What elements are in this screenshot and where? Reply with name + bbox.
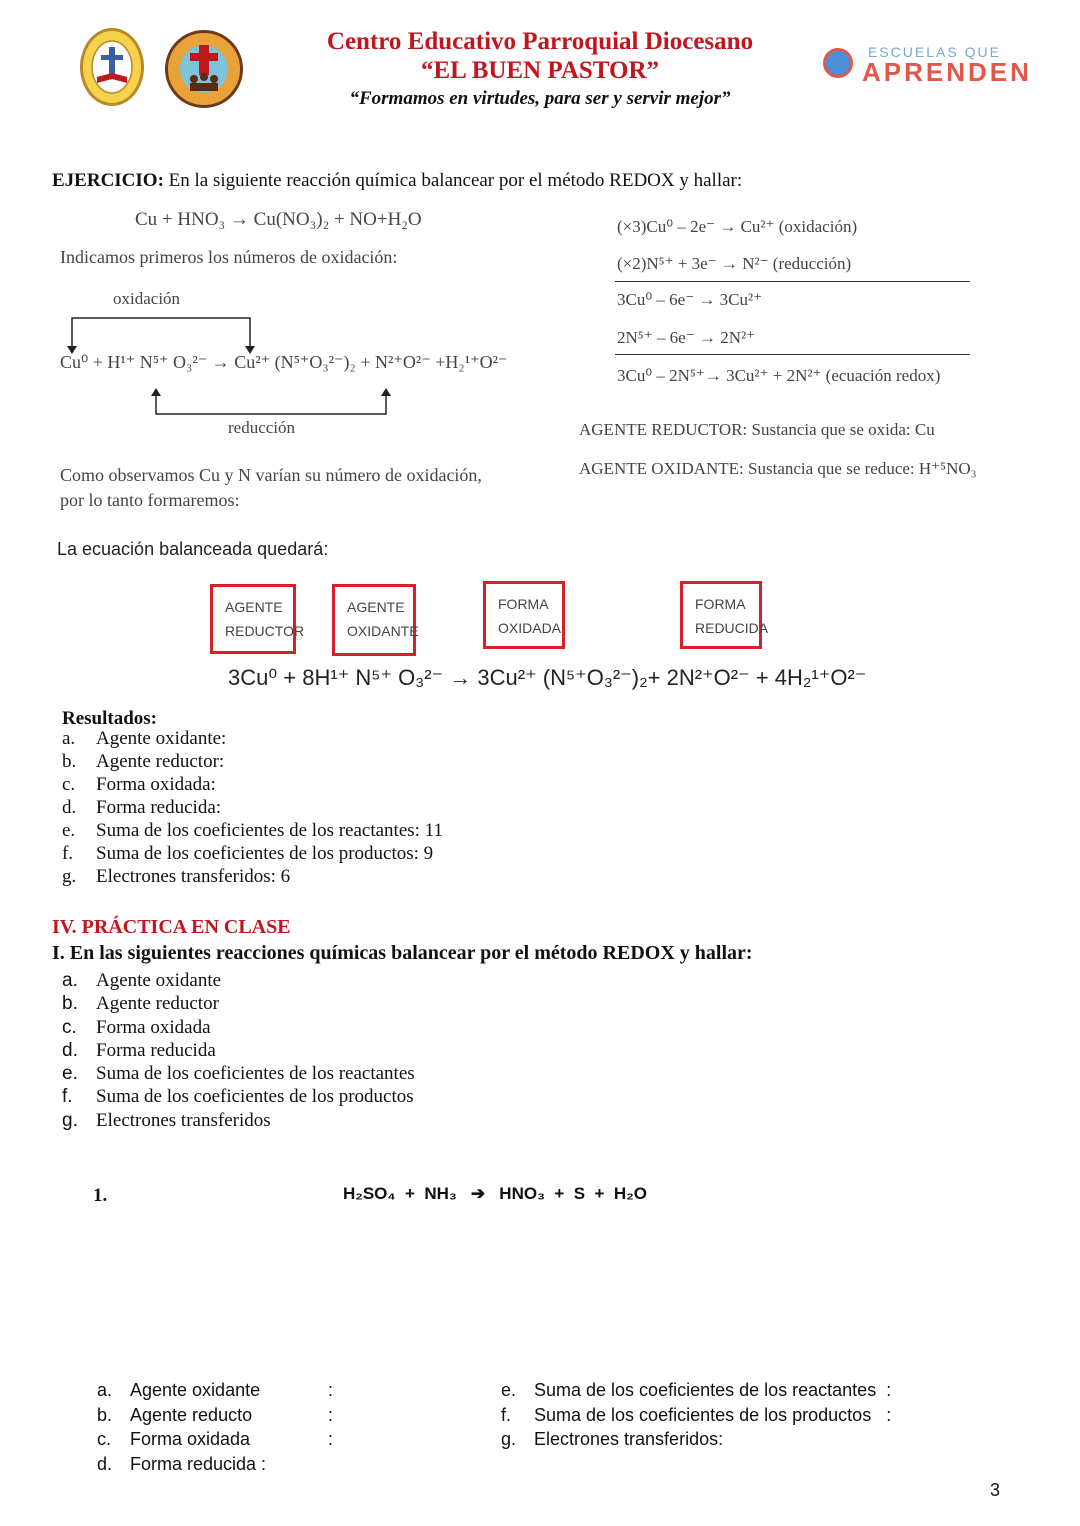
list-item: f. Suma de los coeficientes de los productos — [62, 1086, 414, 1108]
box-agente-reductor: AGENTE REDUCTOR — [210, 584, 296, 654]
answer-item: d. Forma reducida : — [97, 1453, 267, 1474]
list-item: g. Electrones transferidos: 6 — [62, 866, 291, 887]
globe-icon — [823, 48, 853, 78]
answer-item: e. Suma de los coeficientes de los reactantes : — [501, 1380, 892, 1400]
answers-left — [97, 1378, 333, 1476]
list-item: a. Agente oxidante: — [62, 728, 227, 749]
exercise-label: EJERCICIO: — [52, 170, 164, 191]
problem-number: 1. — [93, 1185, 108, 1206]
box-agente-oxidante: AGENTE OXIDANTE — [332, 584, 416, 656]
reducing-agent-def: AGENTE REDUCTOR: Sustancia que se oxida: Cu — [579, 420, 935, 439]
exercise-statement — [52, 170, 742, 192]
half-reaction-4: 2N⁵⁺ – 6e⁻ → 2N²⁺ — [617, 328, 756, 347]
list-item: f. Suma de los coeficientes de los productos: 9 — [62, 843, 434, 864]
answer-item: f. Suma de los coeficientes de los productos : — [501, 1404, 892, 1425]
cross-book-icon — [83, 31, 141, 103]
answers-right — [501, 1378, 891, 1452]
page-number: 3 — [990, 1480, 1001, 1500]
box-forma-reducida: FORMA REDUCIDA — [680, 581, 762, 649]
half-reaction-1: (×3)Cu⁰ – 2e⁻ → Cu²⁺ (oxidación) — [617, 217, 858, 236]
diocese-logo — [165, 30, 243, 108]
practice-instruction: I. En las siguientes reacciones químicas balancear por el método REDOX y hallar: — [52, 942, 753, 964]
brand-big-text: APRENDEN — [862, 57, 1032, 87]
list-item: a. Agente oxidante — [62, 970, 222, 991]
answer-item: a. Agente oxidante : — [97, 1380, 334, 1400]
answer-item: c. Forma oxidada : — [97, 1429, 334, 1449]
answer-item: b. Agente reducto : — [97, 1404, 334, 1425]
cross-people-icon — [168, 33, 240, 105]
exercise-text: En la siguiente reacción química balancear por el método REDOX y hallar: — [163, 170, 743, 191]
oxidation-intro: Indicamos primeros los números de oxidación: — [60, 247, 398, 267]
list-item: d. Forma reducida — [62, 1039, 216, 1061]
school-subtitle: “EL BUEN PASTOR” — [420, 57, 660, 84]
list-item: d. Forma reducida: — [62, 797, 222, 818]
list-item: e. Suma de los coeficientes de los reactantes: 11 — [62, 820, 443, 841]
list-item: c. Forma oxidada: — [62, 774, 216, 795]
oxidizing-agent-def: AGENTE OXIDANTE: Sustancia que se reduce: H⁺⁵NO₃ — [579, 459, 977, 478]
school-motto: “Formamos en virtudes, para ser y servir mejor” — [349, 88, 731, 109]
observation-line-2: por lo tanto formaremos: — [60, 490, 240, 510]
redox-equation: 3Cu⁰ – 2N⁵⁺→ 3Cu²⁺ + 2N²⁺ (ecuación redox) — [617, 366, 941, 385]
observation-line-1: Como observamos Cu y N varían su número de oxidación, — [60, 465, 482, 485]
balanced-equation: 3Cu⁰ + 8H¹⁺ N⁵⁺ O₃²⁻ → 3Cu²⁺ (N⁵⁺O₃²⁻)₂+ 2N²⁺O²⁻ + 4H₂¹⁺O²⁻ — [228, 665, 867, 690]
school-name: Centro Educativo Parroquial Diocesano — [326, 28, 754, 55]
brand-small-text: ESCUELAS QUE — [868, 44, 1001, 60]
practice-title: IV. PRÁCTICA EN CLASE — [52, 916, 291, 938]
list-item: e. Suma de los coeficientes de los reactantes — [62, 1063, 415, 1085]
list-item: c. Forma oxidada — [62, 1016, 211, 1038]
list-item: g. Electrones transferidos — [62, 1109, 271, 1131]
school-logo — [80, 28, 144, 106]
divider-1 — [615, 281, 970, 282]
problem-equation: H₂SO₄ + NH₃ ➔ HNO₃ + S + H₂O — [343, 1184, 647, 1203]
oxidation-states-equation: Cu⁰ + H¹⁺ N⁵⁺ O₃²⁻ → Cu²⁺ (N⁵⁺O₃²⁻)₂ + N²⁺O²⁻ +H₂¹⁺O²⁻ — [60, 352, 508, 372]
reaction-equation: Cu + HNO₃ → Cu(NO₃)₂ + NO+H₂O — [135, 209, 422, 230]
half-reaction-2: (×2)N⁵⁺ + 3e⁻ → N²⁻ (reducción) — [617, 254, 852, 273]
answer-item: g. Electrones transferidos: — [501, 1429, 724, 1449]
practice-list — [50, 969, 415, 1132]
oxidation-label: oxidación — [113, 289, 181, 308]
reduction-label: reducción — [228, 418, 296, 437]
half-reaction-3: 3Cu⁰ – 6e⁻ → 3Cu²⁺ — [617, 290, 763, 309]
results-list — [50, 727, 443, 888]
results-title: Resultados: — [62, 708, 158, 729]
balanced-intro: La ecuación balanceada quedará: — [57, 539, 329, 559]
box-forma-oxidada: FORMA OXIDADA — [483, 581, 565, 649]
list-item: b. Agente reductor — [62, 993, 219, 1015]
divider-2 — [615, 354, 970, 355]
list-item: b. Agente reductor: — [62, 751, 225, 772]
